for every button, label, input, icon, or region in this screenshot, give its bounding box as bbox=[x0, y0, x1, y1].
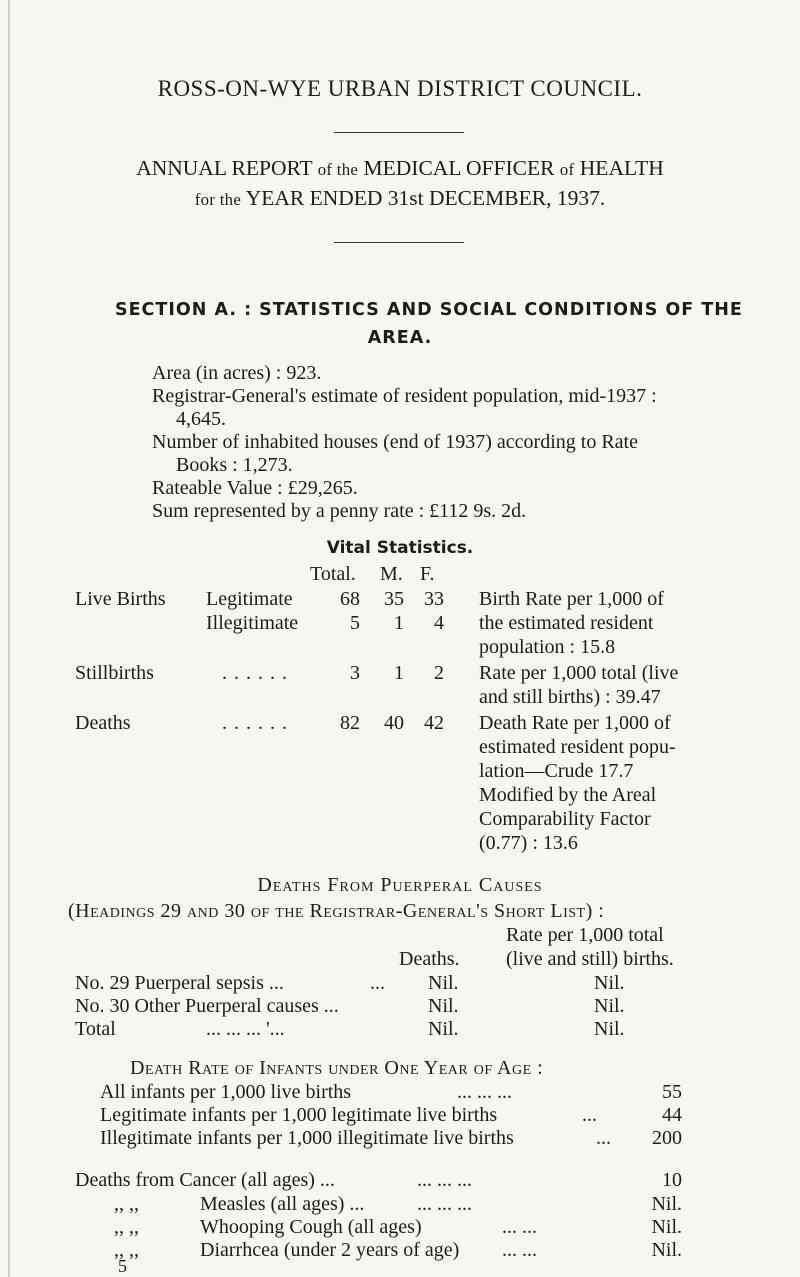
deaths-col-header: Deaths. bbox=[399, 948, 460, 970]
puerperal-title: Deaths From Puerperal Causes bbox=[257, 874, 543, 896]
puerperal-headings: (Headings 29 and 30 of the Registrar-General's Short List) : bbox=[68, 900, 605, 922]
still-rate-line: Rate per 1,000 total (live bbox=[479, 662, 679, 684]
puerperal-row-deaths: Nil. bbox=[428, 995, 459, 1017]
subtitle-part: YEAR ENDED 31st DECEMBER, 1937. bbox=[245, 186, 606, 210]
population-value: 4,645. bbox=[176, 408, 226, 430]
puerperal-row-rate: Nil. bbox=[594, 995, 625, 1017]
infant-row-value: 200 bbox=[652, 1127, 682, 1149]
deaths-row-value: Nil. bbox=[651, 1193, 682, 1215]
puerperal-row-rate: Nil. bbox=[594, 1018, 625, 1040]
puerperal-row-label: Total bbox=[75, 1018, 116, 1040]
deaths-row-value: Nil. bbox=[651, 1216, 682, 1238]
infant-mortality-title: Death Rate of Infants under One Year of Age : bbox=[130, 1057, 544, 1079]
deaths-row-label: Diarrhcea (under 2 years of age) bbox=[200, 1239, 460, 1261]
death-rate-line: Death Rate per 1,000 of bbox=[479, 712, 671, 734]
rate-col-header-2: (live and still) births. bbox=[506, 948, 674, 970]
stillbirths-m: 1 bbox=[394, 662, 404, 684]
deaths-label: Deaths bbox=[75, 712, 131, 734]
subtitle-part: of the bbox=[317, 160, 359, 179]
leader-dots: ... bbox=[370, 972, 385, 994]
leader-dots: ... ... bbox=[502, 1216, 537, 1238]
infant-row-value: 44 bbox=[662, 1104, 682, 1126]
council-title: ROSS-ON-WYE URBAN DISTRICT COUNCIL. bbox=[157, 76, 643, 101]
ditto-marks: ,, ,, bbox=[114, 1239, 139, 1261]
population-line: Registrar-General's estimate of resident population, mid-1937 : bbox=[152, 385, 657, 407]
col-f: F. bbox=[420, 563, 435, 585]
birth-rate-line: population : 15.8 bbox=[479, 636, 616, 658]
deaths-row-value: Nil. bbox=[651, 1239, 682, 1261]
legitimate-m: 35 bbox=[384, 588, 404, 610]
leader-dots: ... bbox=[596, 1127, 611, 1149]
illegitimate-f: 4 bbox=[434, 612, 444, 634]
report-subtitle-line1 bbox=[0, 156, 800, 181]
deaths-m: 40 bbox=[384, 712, 404, 734]
leader-dots: ... bbox=[582, 1104, 597, 1126]
deaths-total: 82 bbox=[340, 712, 360, 734]
live-births-label: Live Births bbox=[75, 588, 166, 610]
section-heading: SECTION A. : STATISTICS AND SOCIAL CONDITIONS OF THE bbox=[115, 300, 743, 320]
deaths-row-label: Whooping Cough (all ages) bbox=[200, 1216, 422, 1238]
subtitle-part: for the bbox=[194, 190, 242, 209]
death-rate-line: estimated resident popu- bbox=[479, 736, 676, 758]
leader-dots: ... ... ... bbox=[417, 1169, 472, 1191]
legitimate-label: Legitimate bbox=[206, 588, 293, 610]
col-m: M. bbox=[380, 563, 403, 585]
puerperal-row-deaths: Nil. bbox=[428, 1018, 459, 1040]
puerperal-row-label: No. 30 Other Puerperal causes ... bbox=[75, 995, 339, 1017]
illegitimate-total: 5 bbox=[350, 612, 360, 634]
death-rate-line: lation—Crude 17.7 bbox=[479, 760, 634, 782]
puerperal-row-deaths: Nil. bbox=[428, 972, 459, 994]
leader-dots: ... ... ... '... bbox=[206, 1018, 285, 1040]
deaths-row-label: Deaths from Cancer (all ages) ... bbox=[75, 1169, 335, 1191]
still-rate-line: and still births) : 39.47 bbox=[479, 686, 661, 708]
stillbirths-label: Stillbirths bbox=[75, 662, 154, 684]
puerperal-row-label: No. 29 Puerperal sepsis ... bbox=[75, 972, 284, 994]
deaths-row-label: Measles (all ages) ... bbox=[200, 1193, 365, 1215]
deaths-f: 42 bbox=[424, 712, 444, 734]
infant-row-value: 55 bbox=[662, 1081, 682, 1103]
penny-rate: Sum represented by a penny rate : £112 9s. 2d. bbox=[152, 500, 527, 522]
vital-statistics-title: Vital Statistics. bbox=[326, 538, 474, 558]
stillbirths-total: 3 bbox=[350, 662, 360, 684]
area-line: Area (in acres) : 923. bbox=[152, 362, 322, 384]
infant-row-label: Legitimate infants per 1,000 legitimate live births bbox=[100, 1104, 498, 1126]
illegitimate-m: 1 bbox=[394, 612, 404, 634]
death-rate-line: Modified by the Areal bbox=[479, 784, 657, 806]
leader-dots: . . . . . . bbox=[222, 712, 288, 734]
infant-row-label: All infants per 1,000 live births bbox=[100, 1081, 352, 1103]
death-rate-line: Comparability Factor bbox=[479, 808, 651, 830]
subtitle-part: ANNUAL REPORT bbox=[136, 156, 313, 180]
section-heading-cont: AREA. bbox=[367, 328, 433, 348]
leader-dots: ... ... ... bbox=[417, 1193, 472, 1215]
subtitle-part: MEDICAL OFFICER bbox=[363, 156, 555, 180]
divider-rule bbox=[334, 242, 464, 243]
houses-value: Books : 1,273. bbox=[176, 454, 293, 476]
rate-col-header: Rate per 1,000 total bbox=[506, 924, 664, 946]
leader-dots: ... ... bbox=[502, 1239, 537, 1261]
birth-rate-line: Birth Rate per 1,000 of bbox=[479, 588, 664, 610]
divider-rule bbox=[334, 132, 464, 133]
death-rate-line: (0.77) : 13.6 bbox=[479, 832, 578, 854]
stillbirths-f: 2 bbox=[434, 662, 444, 684]
leader-dots: . . . . . . bbox=[222, 662, 288, 684]
report-subtitle-line2 bbox=[0, 186, 800, 211]
subtitle-part: of bbox=[559, 160, 575, 179]
houses-line: Number of inhabited houses (end of 1937) according to Rate bbox=[152, 431, 638, 453]
page-number: 5 bbox=[118, 1256, 127, 1276]
ditto-marks: ,, ,, bbox=[114, 1193, 139, 1215]
infant-row-label: Illegitimate infants per 1,000 illegitimate live births bbox=[100, 1127, 514, 1149]
ditto-marks: ,, ,, bbox=[114, 1216, 139, 1238]
puerperal-row-rate: Nil. bbox=[594, 972, 625, 994]
birth-rate-line: the estimated resident bbox=[479, 612, 654, 634]
rateable-value: Rateable Value : £29,265. bbox=[152, 477, 358, 499]
subtitle-part: HEALTH bbox=[579, 156, 664, 180]
deaths-row-value: 10 bbox=[662, 1169, 682, 1191]
col-total: Total. bbox=[310, 563, 356, 585]
illegitimate-label: Illegitimate bbox=[206, 612, 299, 634]
leader-dots: ... ... ... bbox=[457, 1081, 512, 1103]
legitimate-f: 33 bbox=[424, 588, 444, 610]
legitimate-total: 68 bbox=[340, 588, 360, 610]
